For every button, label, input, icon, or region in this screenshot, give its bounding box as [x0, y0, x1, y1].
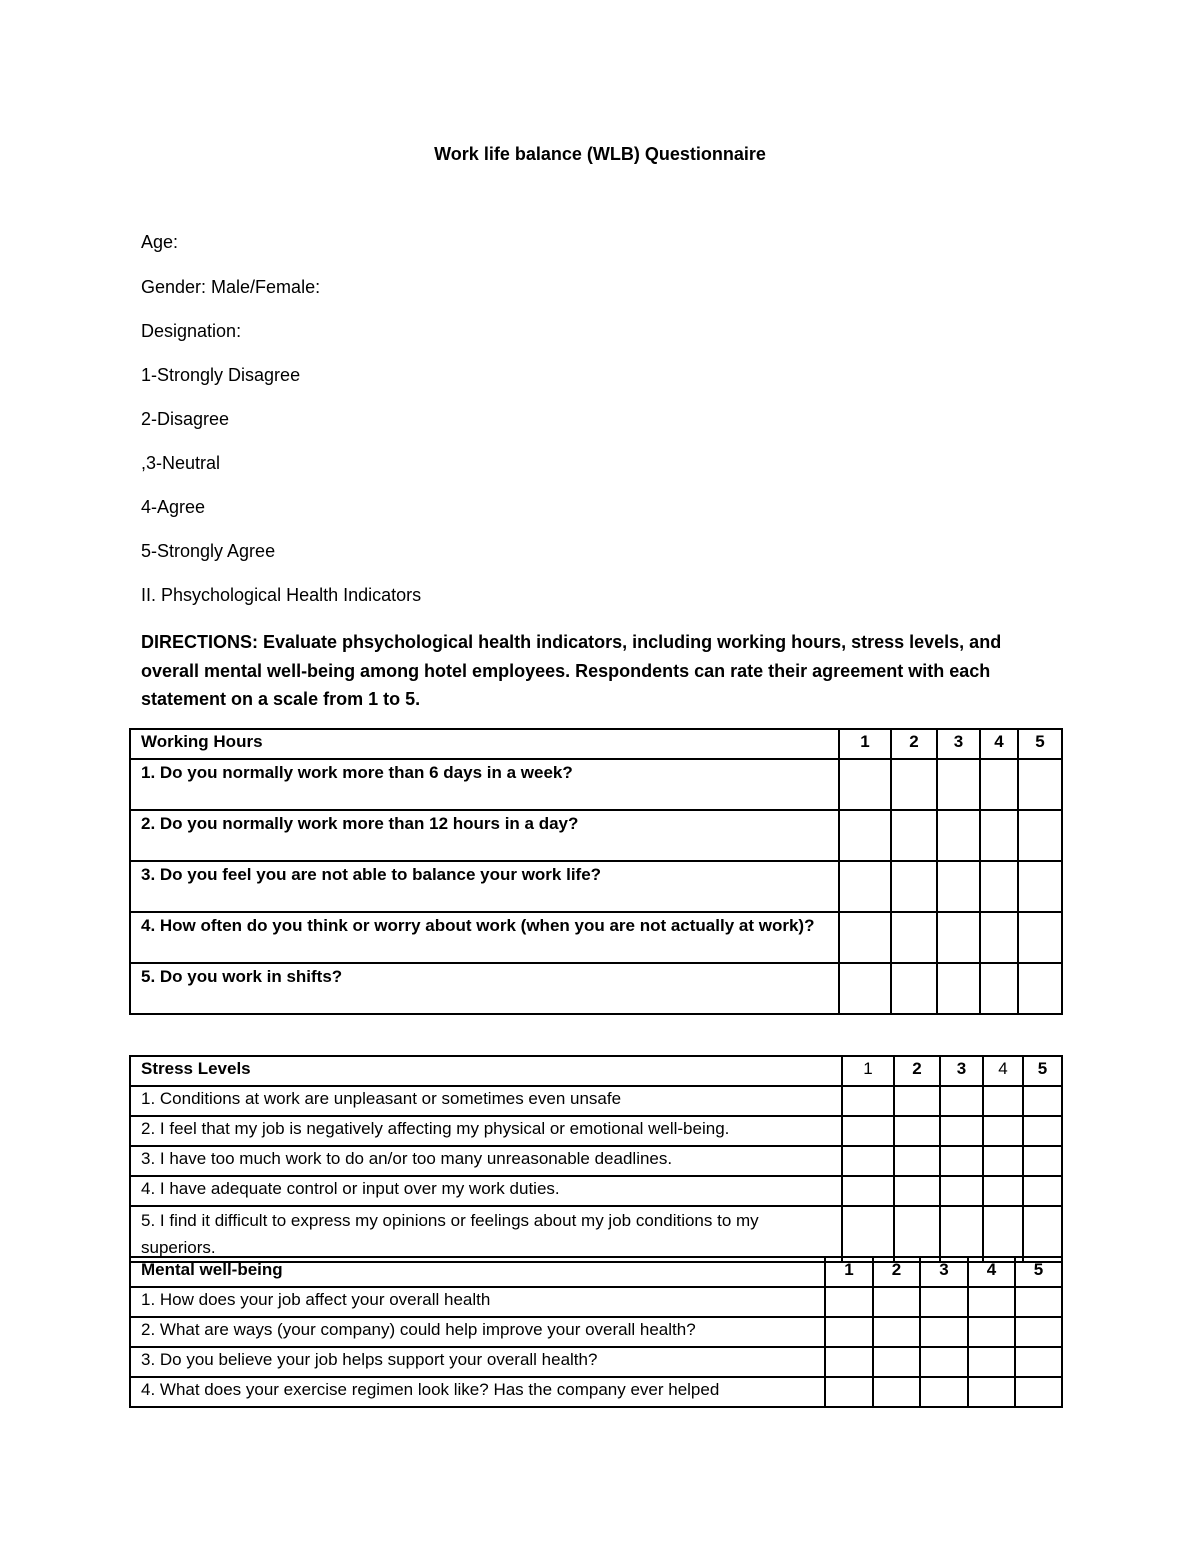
question-text: 2. I feel that my job is negatively affecting my physical or emotional well-being.: [130, 1116, 842, 1146]
rating-label-1: 1: [825, 1257, 873, 1287]
rating-label-2: 2: [873, 1257, 920, 1287]
table-row: [130, 912, 1062, 963]
rating-cell-1[interactable]: [842, 1206, 894, 1262]
rating-cell-4[interactable]: [968, 1317, 1015, 1347]
question-text: 5. I find it difficult to express my opinions or feelings about my job conditions to my superiors.: [130, 1206, 842, 1262]
table-row: [130, 759, 1062, 810]
rating-cell-5[interactable]: [1018, 963, 1062, 1014]
rating-label-3: 3: [920, 1257, 968, 1287]
question-text: 5. Do you work in shifts?: [130, 963, 839, 1014]
rating-cell-2[interactable]: [891, 912, 937, 963]
rating-cell-5[interactable]: [1018, 810, 1062, 861]
rating-cell-5[interactable]: [1023, 1206, 1062, 1262]
rating-cell-3[interactable]: [940, 1146, 983, 1176]
rating-cell-3[interactable]: [920, 1317, 968, 1347]
table-row: [130, 810, 1062, 861]
rating-cell-4[interactable]: [980, 810, 1018, 861]
rating-cell-5[interactable]: [1023, 1116, 1062, 1146]
rating-cell-5[interactable]: [1015, 1347, 1062, 1377]
table-row: [130, 963, 1062, 1014]
stress-levels-table: [129, 1055, 1063, 1263]
rating-cell-4[interactable]: [980, 963, 1018, 1014]
rating-cell-1[interactable]: [825, 1287, 873, 1317]
question-text: 3. Do you believe your job helps support your overall health?: [130, 1347, 825, 1377]
scale-legend-5: 5-Strongly Agree: [141, 541, 276, 561]
rating-label-3: 3: [937, 729, 980, 759]
rating-cell-2[interactable]: [891, 861, 937, 912]
gender-field-label: Gender: Male/Female:: [141, 277, 321, 297]
rating-label-1: 1: [842, 1056, 894, 1086]
table-row: [130, 1317, 1062, 1347]
directions-paragraph: DIRECTIONS: Evaluate phsychological health indicators, including working hours, stress levels, and overall mental well-being among hotel employees. Respondents can rate their agreement with each statement on a scale from 1 to 5.: [141, 632, 1002, 709]
question-text: 4. What does your exercise regimen look like? Has the company ever helped: [130, 1377, 825, 1407]
table-row: [130, 1086, 1062, 1116]
rating-cell-4[interactable]: [968, 1287, 1015, 1317]
rating-cell-1[interactable]: [839, 963, 891, 1014]
question-text: 4. I have adequate control or input over my work duties.: [130, 1176, 842, 1206]
table-row: [130, 1176, 1062, 1206]
table-row: [130, 861, 1062, 912]
rating-cell-2[interactable]: [891, 759, 937, 810]
question-text: 2. Do you normally work more than 12 hours in a day?: [130, 810, 839, 861]
table-header-row: [130, 729, 1062, 759]
rating-cell-2[interactable]: [894, 1116, 940, 1146]
stress-levels-header: Stress Levels: [130, 1056, 842, 1086]
table-row: [130, 1146, 1062, 1176]
rating-label-4: 4: [980, 729, 1018, 759]
rating-cell-2[interactable]: [873, 1287, 920, 1317]
rating-label-3: 3: [940, 1056, 983, 1086]
table-header-row: [130, 1257, 1062, 1287]
rating-cell-4[interactable]: [983, 1206, 1023, 1262]
scale-legend-3: ,3-Neutral: [141, 453, 221, 473]
rating-cell-2[interactable]: [891, 810, 937, 861]
rating-cell-5[interactable]: [1018, 912, 1062, 963]
rating-label-2: 2: [894, 1056, 940, 1086]
rating-label-1: 1: [839, 729, 891, 759]
rating-cell-3[interactable]: [937, 861, 980, 912]
rating-cell-1[interactable]: [842, 1176, 894, 1206]
question-text: 4. How often do you think or worry about work (when you are not actually at work)?: [130, 912, 839, 963]
rating-cell-4[interactable]: [983, 1116, 1023, 1146]
rating-label-4: 4: [968, 1257, 1015, 1287]
question-text: 2. What are ways (your company) could help improve your overall health?: [130, 1317, 825, 1347]
rating-cell-4[interactable]: [980, 759, 1018, 810]
table-header-row: [130, 1056, 1062, 1086]
question-text: 3. Do you feel you are not able to balance your work life?: [130, 861, 839, 912]
scale-legend-1: 1-Strongly Disagree: [141, 365, 301, 385]
rating-cell-1[interactable]: [825, 1377, 873, 1407]
rating-cell-3[interactable]: [940, 1206, 983, 1262]
rating-cell-5[interactable]: [1018, 759, 1062, 810]
working-hours-table: [129, 728, 1063, 1015]
rating-cell-4[interactable]: [983, 1146, 1023, 1176]
table-row: [130, 1347, 1062, 1377]
rating-cell-2[interactable]: [894, 1176, 940, 1206]
rating-cell-4[interactable]: [983, 1086, 1023, 1116]
table-row: [130, 1206, 1062, 1262]
scale-legend-4: 4-Agree: [141, 497, 206, 517]
rating-cell-3[interactable]: [940, 1086, 983, 1116]
rating-cell-4[interactable]: [980, 861, 1018, 912]
section-heading: II. Phsychological Health Indicators: [141, 585, 422, 605]
rating-cell-2[interactable]: [873, 1347, 920, 1377]
rating-cell-2[interactable]: [894, 1146, 940, 1176]
rating-cell-5[interactable]: [1015, 1287, 1062, 1317]
rating-cell-1[interactable]: [839, 810, 891, 861]
rating-cell-1[interactable]: [842, 1146, 894, 1176]
rating-cell-3[interactable]: [920, 1347, 968, 1377]
rating-cell-2[interactable]: [873, 1377, 920, 1407]
age-field-label: Age:: [141, 232, 179, 252]
table-row: [130, 1116, 1062, 1146]
rating-cell-2[interactable]: [894, 1086, 940, 1116]
rating-cell-4[interactable]: [983, 1176, 1023, 1206]
rating-cell-1[interactable]: [839, 912, 891, 963]
rating-label-4: 4: [983, 1056, 1023, 1086]
designation-field-label: Designation:: [141, 321, 242, 341]
rating-cell-4[interactable]: [968, 1377, 1015, 1407]
rating-cell-3[interactable]: [940, 1116, 983, 1146]
rating-label-5: 5: [1023, 1056, 1062, 1086]
working-hours-header: Working Hours: [130, 729, 839, 759]
rating-cell-1[interactable]: [839, 759, 891, 810]
rating-cell-1[interactable]: [839, 861, 891, 912]
rating-cell-3[interactable]: [920, 1377, 968, 1407]
question-text: 1. How does your job affect your overall health: [130, 1287, 825, 1317]
mental-wellbeing-header: Mental well-being: [130, 1257, 825, 1287]
rating-cell-2[interactable]: [873, 1317, 920, 1347]
question-text: 1. Conditions at work are unpleasant or sometimes even unsafe: [130, 1086, 842, 1116]
question-text: 3. I have too much work to do an/or too many unreasonable deadlines.: [130, 1146, 842, 1176]
rating-cell-4[interactable]: [980, 912, 1018, 963]
rating-label-5: 5: [1015, 1257, 1062, 1287]
rating-cell-3[interactable]: [937, 963, 980, 1014]
rating-cell-5[interactable]: [1023, 1146, 1062, 1176]
rating-cell-1[interactable]: [842, 1116, 894, 1146]
mental-wellbeing-table: [129, 1256, 1063, 1408]
rating-cell-3[interactable]: [937, 912, 980, 963]
rating-cell-5[interactable]: [1015, 1317, 1062, 1347]
rating-label-2: 2: [891, 729, 937, 759]
rating-cell-1[interactable]: [842, 1086, 894, 1116]
rating-cell-3[interactable]: [937, 759, 980, 810]
rating-cell-5[interactable]: [1023, 1176, 1062, 1206]
rating-cell-5[interactable]: [1018, 861, 1062, 912]
rating-cell-3[interactable]: [940, 1176, 983, 1206]
page-title: Work life balance (WLB) Questionnaire: [434, 144, 766, 164]
scale-legend-2: 2-Disagree: [141, 409, 230, 429]
rating-cell-5[interactable]: [1015, 1377, 1062, 1407]
question-text: 1. Do you normally work more than 6 days in a week?: [130, 759, 839, 810]
rating-cell-1[interactable]: [825, 1317, 873, 1347]
rating-cell-3[interactable]: [937, 810, 980, 861]
rating-cell-4[interactable]: [968, 1347, 1015, 1377]
rating-cell-1[interactable]: [825, 1347, 873, 1377]
table-row: [130, 1377, 1062, 1407]
rating-cell-2[interactable]: [894, 1206, 940, 1262]
rating-label-5: 5: [1018, 729, 1062, 759]
rating-cell-3[interactable]: [920, 1287, 968, 1317]
table-row: [130, 1287, 1062, 1317]
rating-cell-5[interactable]: [1023, 1086, 1062, 1116]
rating-cell-2[interactable]: [891, 963, 937, 1014]
